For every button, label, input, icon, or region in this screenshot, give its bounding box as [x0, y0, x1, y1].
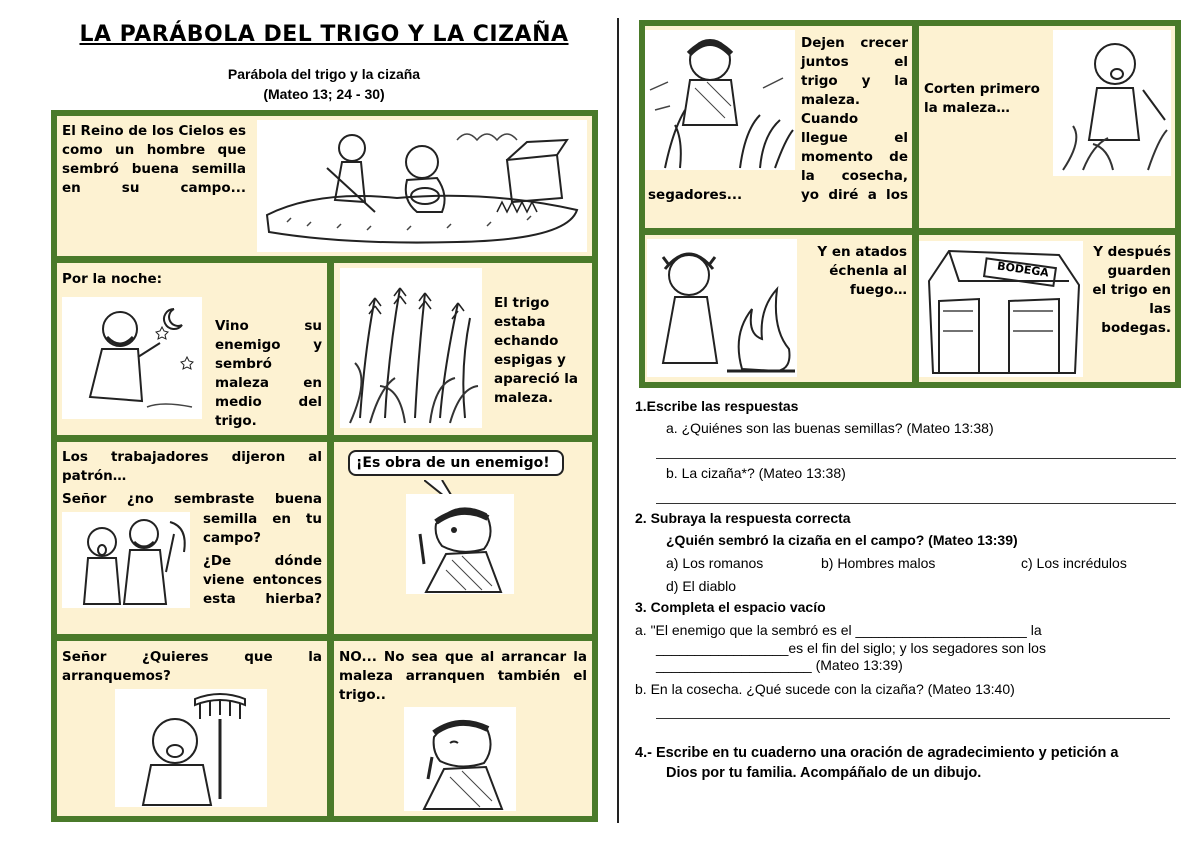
panel-barn-text: Y después guarden el trigo en las bodegas.: [1092, 244, 1171, 336]
page-title: LA PARÁBOLA DEL TRIGO Y LA CIZAÑA: [79, 22, 569, 47]
master-thinking-illustration: [404, 707, 516, 811]
panel-pull-weeds-question: [57, 641, 327, 816]
panel-burn: [645, 235, 912, 382]
panel-workers: [57, 442, 327, 634]
panel-wheat-text: El trigo estaba echando espigas y apareció la maleza.: [494, 295, 579, 406]
panel-workers-text-a: Los trabajadores dijeron al patrón…: [62, 449, 322, 484]
q1-a: a. ¿Quiénes son las buenas semillas? (Mateo 13:38): [666, 420, 994, 436]
wheat-weeds-illustration: [340, 268, 482, 428]
panel-workers-text-c: semilla en tu campo?: [203, 511, 322, 546]
panel-cut-weeds: [919, 26, 1175, 228]
panel-cut-weeds-text: Corten primero la maleza…: [924, 81, 1040, 116]
q3-a-line2: _________________es el fin del siglo; y los segadores son los: [656, 640, 1046, 656]
q1-title: 1.Escribe las respuestas: [635, 398, 799, 414]
reaper-illustration: [1053, 30, 1171, 176]
panel-no-answer-text: NO... No sea que al arrancar la maleza arranquen también el trigo..: [339, 649, 587, 703]
panel-wheat-growing: [334, 263, 592, 435]
q2-option-b[interactable]: b) Hombres malos: [821, 555, 936, 571]
subtitle: Parábola del trigo y la cizaña: [227, 66, 421, 82]
barn-sign: BODEGA: [996, 259, 1050, 280]
panel-question-text: Señor ¿Quieres que la arranquemos?: [62, 649, 322, 684]
worker-with-rake-illustration: [115, 689, 267, 807]
q4-line1: 4.- Escribe en tu cuaderno una oración de agradecimiento y petición a: [635, 745, 1119, 761]
q1-b: b. La cizaña*? (Mateo 13:38): [666, 465, 846, 481]
page-divider: [617, 18, 619, 823]
enemy-sowing-illustration: [62, 297, 202, 419]
sower-illustration: [257, 120, 587, 252]
q2-option-a[interactable]: a) Los romanos: [666, 555, 764, 571]
panel-night: [57, 263, 327, 435]
scripture-reference: (Mateo 13; 24 - 30): [263, 86, 385, 102]
barn-illustration: [919, 241, 1083, 377]
fire-illustration: [647, 239, 797, 377]
master-field-illustration: [645, 30, 795, 170]
speech-bubble: ¡Es obra de un enemigo!: [348, 450, 564, 476]
q2-question: ¿Quién sembró la cizaña en el campo? (Mateo 13:39): [666, 532, 1018, 548]
panel-sower: [57, 116, 592, 256]
q3-title: 3. Completa el espacio vacío: [635, 599, 826, 615]
q1-a-answer-line[interactable]: [656, 458, 1176, 459]
q3-a-line1: a. "El enemigo que la sembró es el ______________________ la: [635, 622, 1042, 638]
q3-b: b. En la cosecha. ¿Qué sucede con la cizaña? (Mateo 13:40): [635, 681, 1015, 697]
q2-title: 2. Subraya la respuesta correcta: [635, 510, 851, 526]
master-illustration: [406, 494, 514, 594]
panel-let-grow-text: Dejen crecer juntos el trigo y la maleza. Cuando llegue el momento de la cosecha, yo diré a los: [801, 35, 908, 203]
q4-line2: Dios por tu familia. Acompáñalo de un dibujo.: [666, 765, 982, 781]
panel-sower-text: El Reino de los Cielos es como un hombre que sembró buena semilla en su campo...: [62, 123, 246, 196]
panel-night-title: Por la noche:: [62, 271, 163, 287]
workers-illustration: [62, 512, 190, 608]
q2-option-d[interactable]: d) El diablo: [666, 578, 737, 594]
panel-no-answer: [334, 641, 592, 816]
panel-burn-text: Y en atados échenla al fuego…: [817, 244, 907, 298]
q2-option-c[interactable]: c) Los incrédulos: [1021, 555, 1127, 571]
panel-enemy-did-it: [334, 442, 592, 634]
q3-a-line3: ____________________ (Mateo 13:39): [656, 657, 903, 673]
panel-workers-text-d: ¿De dónde viene entonces esta hierba?: [203, 553, 322, 607]
q1-b-answer-line[interactable]: [656, 503, 1176, 504]
panel-let-grow-tail: segadores...: [648, 187, 743, 203]
panel-workers-text-b: Señor ¿no sembraste buena: [62, 491, 322, 507]
panel-night-text: Vino su enemigo y sembró maleza en medio del trigo.: [215, 318, 322, 429]
q3-b-answer-line[interactable]: [656, 718, 1170, 719]
panel-let-grow: [645, 26, 912, 228]
panel-barn: [919, 235, 1175, 382]
